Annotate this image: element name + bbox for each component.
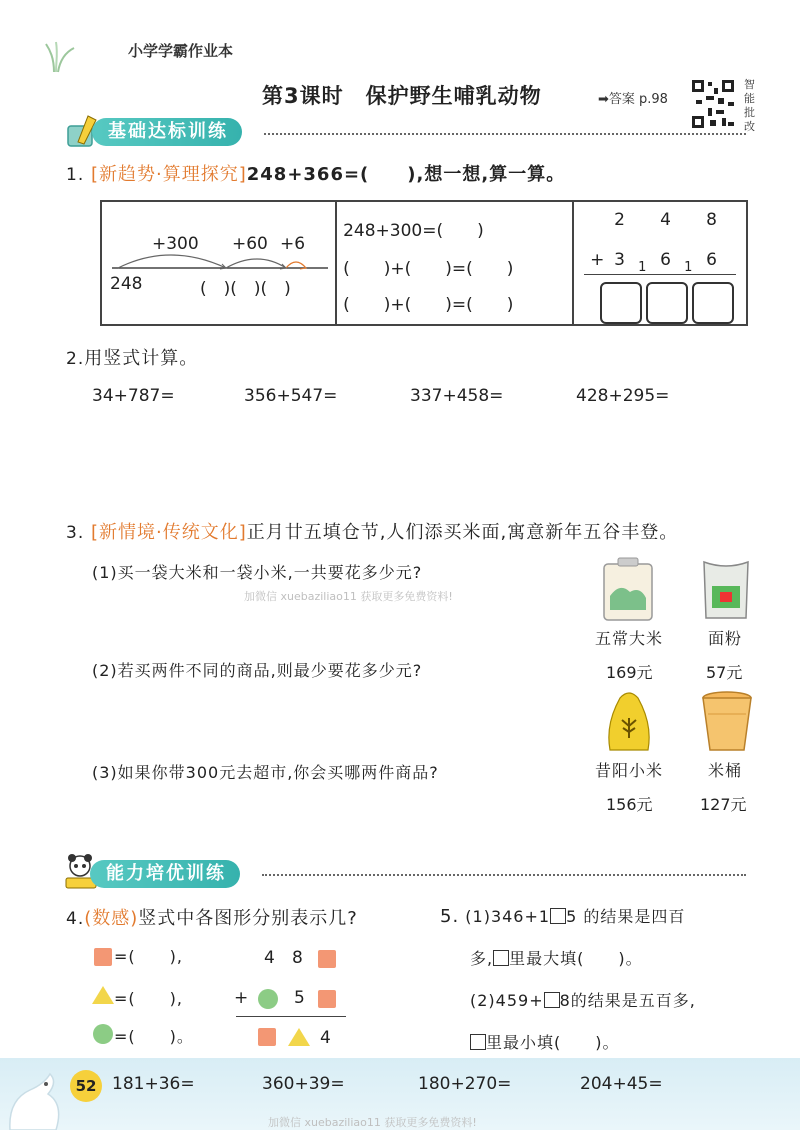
q5-sub1-part-b: 5 的结果是四百	[566, 907, 686, 926]
page-number-badge: 52	[70, 1070, 102, 1102]
step-plus-60: +60	[232, 234, 268, 254]
product-price: 127元	[700, 795, 747, 814]
footer-calc[interactable]: 360+39=	[262, 1074, 345, 1094]
product-name: 昔阳小米	[594, 761, 663, 780]
question-number: 2.	[66, 349, 85, 369]
carry-digit: 1	[684, 260, 693, 275]
split-line-2[interactable]: ( )+( )=( )	[343, 259, 514, 279]
q5-sub1-part-a: (1)346+1	[465, 907, 551, 926]
q5-sub2-line1	[470, 988, 696, 1011]
q5-sub1-line2	[470, 946, 643, 969]
section-divider	[264, 133, 746, 135]
triangle-answer[interactable]: =( ),	[114, 989, 183, 1008]
question-1	[66, 160, 565, 186]
square-shape	[94, 948, 112, 966]
digit: 6	[660, 250, 671, 270]
watermark: 加微信 xuebaziliao11 获取更多免费资料!	[244, 590, 453, 603]
vertical-calc-cell	[573, 201, 747, 325]
flour-bag-icon	[698, 556, 754, 622]
product-price: 57元	[706, 663, 743, 682]
triangle-shape	[92, 986, 114, 1004]
rice-bag-icon	[600, 556, 656, 622]
question-3	[66, 518, 678, 544]
product-name: 五常大米	[594, 629, 663, 648]
sub-question-1: (1)买一袋大米和一袋小米,一共要花多少元?	[92, 563, 423, 582]
question-2	[66, 344, 198, 370]
numberline-cell	[101, 201, 336, 325]
question-5	[440, 904, 685, 927]
circle-shape	[258, 989, 278, 1009]
footer-calc[interactable]: 181+36=	[112, 1074, 195, 1094]
question-4	[66, 904, 358, 930]
numberline-blanks[interactable]: ( )( )( )	[200, 279, 291, 299]
digit: 2	[614, 210, 625, 230]
product-name: 面粉	[707, 629, 742, 648]
digit: 4	[660, 210, 671, 230]
calc-item[interactable]: 34+787=	[92, 386, 175, 406]
q5-sub1-part-c: 多,	[470, 949, 494, 968]
sum-line	[584, 274, 736, 275]
sub-question-3: (3)如果你带300元去超市,你会买哪两件商品?	[92, 763, 439, 782]
digit: 5	[294, 988, 305, 1008]
plus-sign: +	[590, 250, 605, 270]
section-title-advanced: 能力培优训练	[90, 860, 240, 888]
sum-line	[236, 1016, 346, 1017]
question-text: 248+366=( ),想一想,算一算。	[246, 164, 566, 185]
square-shape	[318, 950, 336, 968]
question-text: 竖式中各图形分别表示几?	[138, 908, 358, 929]
bird-decoration-icon	[0, 1060, 70, 1130]
footer-calc[interactable]: 204+45=	[580, 1074, 663, 1094]
square-shape	[258, 1028, 276, 1046]
numberline-start: 248	[110, 274, 143, 294]
question-tag: [新趋势·算理探究]	[90, 164, 247, 185]
watermark: 加微信 xuebaziliao11 获取更多免费资料!	[268, 1116, 477, 1129]
plus-sign: +	[234, 988, 249, 1008]
answer-box[interactable]	[646, 282, 688, 324]
split-method-cell	[336, 201, 573, 325]
empty-box[interactable]	[550, 908, 566, 924]
digit: 3	[614, 250, 625, 270]
millet-bag-icon	[604, 688, 654, 754]
calc-item[interactable]: 428+295=	[576, 386, 670, 406]
product-price: 156元	[606, 795, 653, 814]
q5-sub2-part-c[interactable]: 里最小填( )。	[486, 1033, 620, 1052]
question-tag: [新情境·传统文化]	[90, 522, 247, 543]
triangle-shape	[288, 1028, 310, 1046]
square-answer[interactable]: =( ),	[114, 947, 183, 966]
digit: 8	[706, 210, 717, 230]
digit: 4	[320, 1028, 331, 1048]
answer-box[interactable]	[600, 282, 642, 324]
section-title-basic: 基础达标训练	[92, 118, 242, 146]
step-plus-6: +6	[280, 234, 306, 254]
qr-code-icon[interactable]	[690, 78, 736, 130]
section-divider	[262, 874, 746, 876]
product-name: 米桶	[707, 761, 742, 780]
split-line-3[interactable]: ( )+( )=( )	[343, 295, 514, 315]
q5-sub2-part-b: 8的结果是五百多,	[559, 991, 696, 1010]
question-number: 4.	[66, 909, 85, 929]
calc-item[interactable]: 337+458=	[410, 386, 504, 406]
empty-box[interactable]	[493, 950, 509, 966]
question-text: 用竖式计算。	[84, 348, 199, 369]
circle-shape	[93, 1024, 113, 1044]
answer-reference: ➡答案 p.98	[598, 92, 668, 107]
empty-box[interactable]	[470, 1034, 486, 1050]
question-number: 5.	[440, 906, 460, 927]
question-number: 1.	[66, 165, 85, 185]
digit: 4	[264, 948, 275, 968]
footer-calc[interactable]: 180+270=	[418, 1074, 512, 1094]
q5-sub1-part-d[interactable]: 里最大填( )。	[509, 949, 643, 968]
square-shape	[318, 990, 336, 1008]
sub-question-2: (2)若买两件不同的商品,则最少要花多少元?	[92, 661, 423, 680]
split-line-1[interactable]: 248+300=( )	[343, 221, 484, 241]
digit: 6	[706, 250, 717, 270]
question-text: 正月廿五填仓节,人们添买米面,寓意新年五谷丰登。	[246, 522, 679, 543]
q5-sub2-part-a: (2)459+	[470, 991, 544, 1010]
answer-box[interactable]	[692, 282, 734, 324]
step-plus-300: +300	[152, 234, 199, 254]
smart-correct-label: 智能批改	[744, 78, 755, 133]
carry-digit: 1	[638, 260, 647, 275]
question-number: 3.	[66, 523, 85, 543]
lesson-title: 第3课时 保护野生哺乳动物	[262, 84, 542, 108]
q1-method-table	[100, 200, 748, 326]
empty-box[interactable]	[544, 992, 560, 1008]
calc-item[interactable]: 356+547=	[244, 386, 338, 406]
question-tag: (数感)	[84, 908, 139, 929]
grass-decoration-icon	[44, 38, 80, 74]
q5-sub2-line2	[470, 1030, 620, 1053]
product-price: 169元	[606, 663, 653, 682]
circle-answer[interactable]: =( )。	[114, 1027, 194, 1046]
rice-bucket-icon	[700, 690, 754, 754]
digit: 8	[292, 948, 303, 968]
book-title: 小学学霸作业本	[128, 42, 234, 60]
